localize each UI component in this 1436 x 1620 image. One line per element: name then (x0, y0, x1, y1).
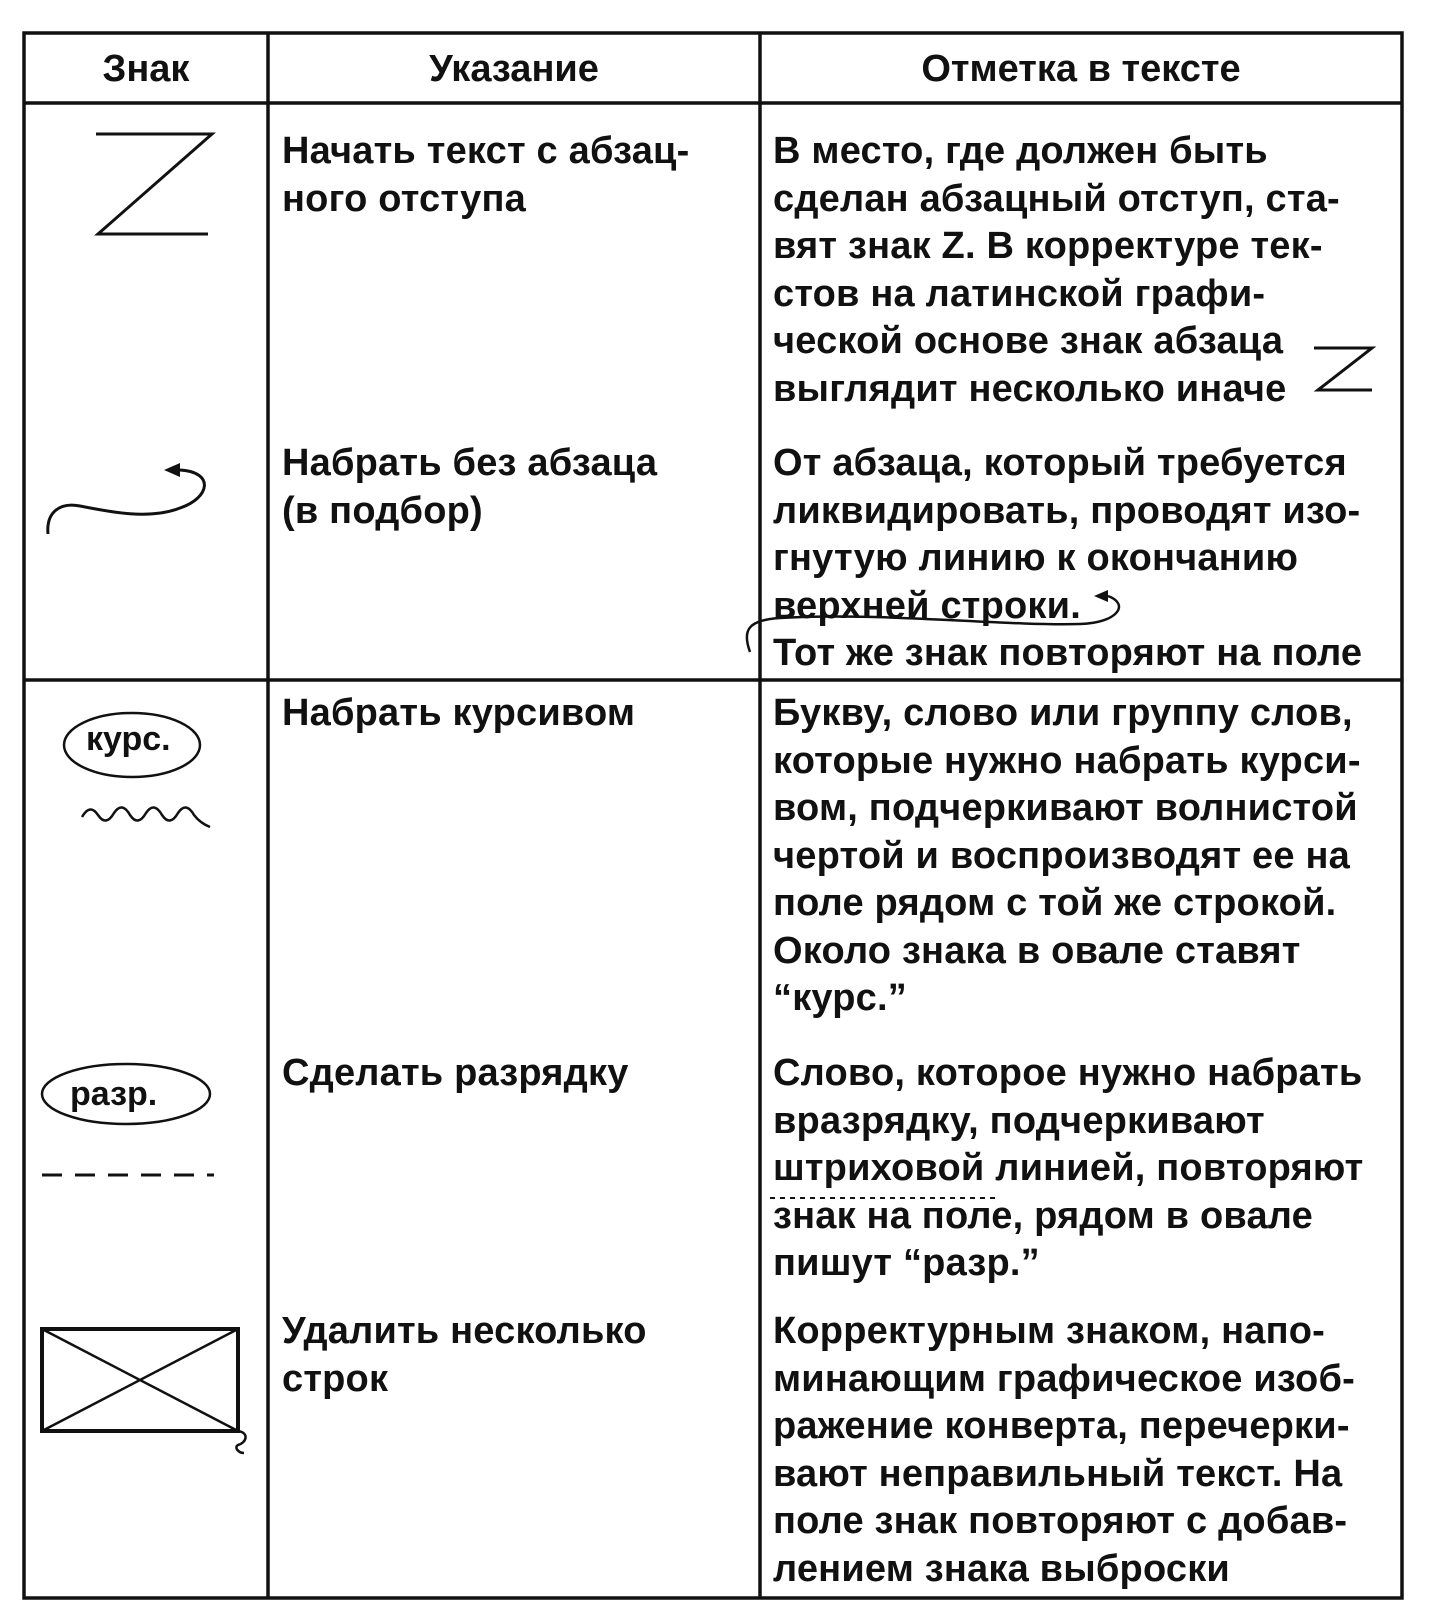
row-2-instruction: Набрать без абзаца (в подбор) (282, 442, 658, 532)
italic-oval-label: курс. (86, 720, 171, 758)
latin-paragraph-mark-icon (1308, 340, 1378, 400)
row-4-instruction: Сделать разрядку (282, 1052, 629, 1094)
row-1-description: В место, где должен быть сделан абзацный отступ, ста- вят знак Z. В корректуре тек- стов на латинской графи- ческой основе знак абзаца выглядит несколько иначе (773, 130, 1340, 410)
run-in-curve-arrow-icon (40, 462, 220, 542)
row-4-description: Слово, которое нужно набрать вразрядку, подчеркивают штриховой линией, повторяют знак на поле, рядом в овале пишут “разр.” (773, 1052, 1364, 1284)
row-3-instruction: Набрать курсивом (282, 692, 636, 734)
header-instruction: Указание (429, 48, 599, 90)
row-2-description: От абзаца, который требуется ликвидировать, проводят изо- гнутую линию к окончанию верхней строки. Тот же знак повторяют на поле (773, 442, 1363, 674)
row-1-instruction: Начать текст с абзац- ного отступа (282, 130, 690, 220)
run-in-inline-curve-icon (740, 590, 1140, 670)
row-5-description: Корректурным знаком, напо- минающим графическое изоб- ражение конверта, перечерки- вают неправильный текст. На поле знак повторяют с добав- лением знака выброски (773, 1310, 1355, 1590)
delete-lines-envelope-icon (38, 1325, 258, 1460)
header-description: Отметка в тексте (921, 48, 1241, 90)
spacing-oval-label: разр. (70, 1075, 158, 1113)
row-5-instruction: Удалить несколько строк (282, 1310, 647, 1400)
paragraph-indent-z-icon (90, 130, 220, 240)
row-3-description: Букву, слово или группу слов, которые нужно набрать курси- вом, подчеркивают волнистой чертой и воспроизводят ее на поле рядом с той же строкой. Около знака в овале ставят “курс.” (773, 692, 1361, 1019)
dashed-underline-sample-icon (768, 1188, 1008, 1208)
header-sign: Знак (102, 48, 190, 90)
